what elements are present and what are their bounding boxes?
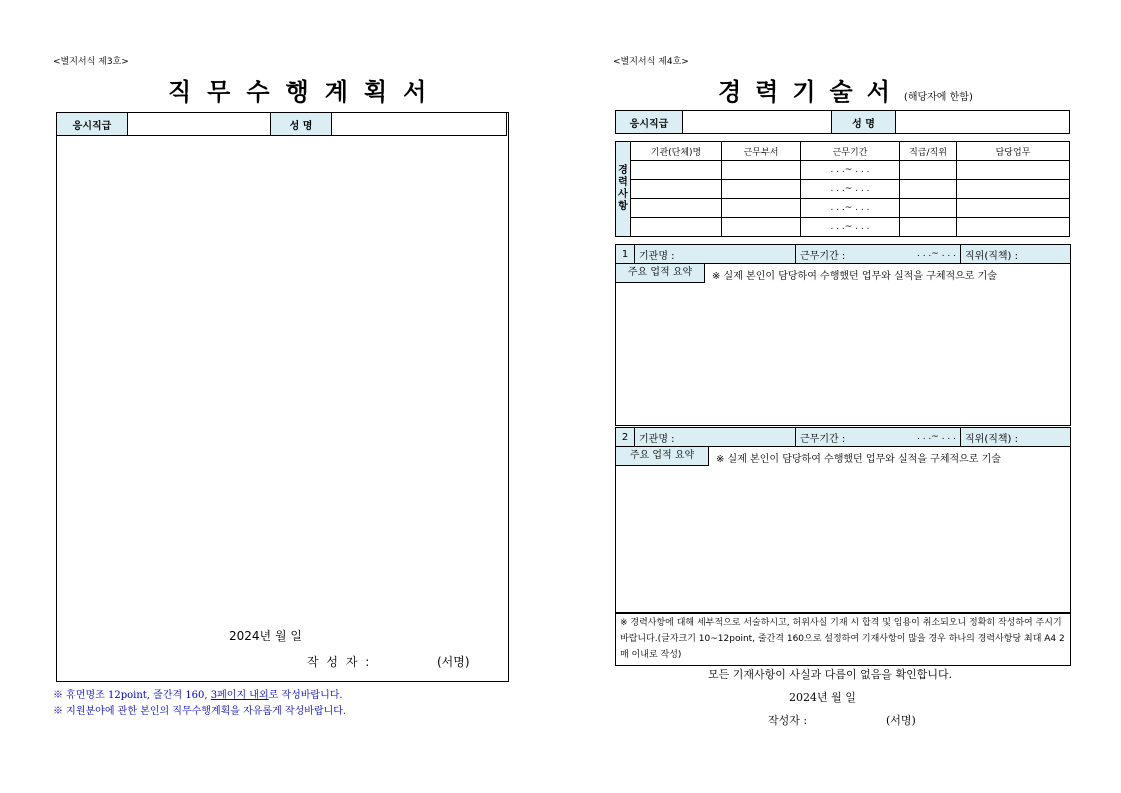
career-entry-2 xyxy=(615,427,1071,614)
right-title-group xyxy=(718,72,973,107)
career-cell-dept[interactable] xyxy=(722,218,801,237)
left-note-1 xyxy=(53,686,343,701)
left-sign: (서명) xyxy=(437,655,470,669)
entry-1-period-label: 근무기간 : xyxy=(796,245,857,264)
right-form-number: <별지서식 제4호> xyxy=(613,57,689,67)
entry-2-summary-label: 주요 업적 요약 xyxy=(615,446,709,466)
career-row xyxy=(616,199,1070,218)
career-side-label xyxy=(616,142,631,237)
career-cell-period[interactable]: . . .~ . . . xyxy=(801,180,900,199)
right-page-title: 경력기술서 xyxy=(718,78,904,106)
career-cell-org[interactable] xyxy=(631,199,722,218)
career-cell-rank[interactable] xyxy=(900,218,957,237)
career-row xyxy=(616,180,1070,199)
right-sign: (서명) xyxy=(886,714,916,727)
career-col-rank: 직급/직위 xyxy=(900,142,957,161)
entry-1-number: 1 xyxy=(616,245,635,264)
entry-2-role-label: 직위(직책) : xyxy=(961,428,1071,447)
career-cell-org[interactable] xyxy=(631,218,722,237)
career-cell-rank[interactable] xyxy=(900,199,957,218)
career-cell-dept[interactable] xyxy=(722,199,801,218)
right-position-label: 응시직급 xyxy=(616,111,683,134)
entry-1-org-label: 기관명 : xyxy=(635,245,796,264)
career-col-org: 기관(단체)명 xyxy=(631,142,722,161)
career-col-dept: 근무부서 xyxy=(722,142,801,161)
left-note-1b: 로 작성바랍니다. xyxy=(268,690,343,701)
left-form-box xyxy=(56,112,509,682)
career-cell-org[interactable] xyxy=(631,161,722,180)
career-cell-org[interactable] xyxy=(631,180,722,199)
entry-1-summary-note: ※ 실제 본인이 담당하여 수행했던 업무와 실적을 구체적으로 기술 xyxy=(712,271,997,282)
entry-1-period-value[interactable]: . . .~ . . . xyxy=(856,245,961,264)
career-cell-period[interactable]: . . .~ . . . xyxy=(801,218,900,237)
left-name-label: 성 명 xyxy=(271,113,332,136)
career-cell-duty[interactable] xyxy=(957,180,1070,199)
entry-2-org-label: 기관명 : xyxy=(635,428,796,447)
career-col-duty: 담당업무 xyxy=(957,142,1070,161)
right-header-table xyxy=(615,110,1070,134)
career-side-text: 경력사항 xyxy=(618,165,628,212)
right-date: 2024년 월 일 xyxy=(789,691,856,704)
right-position-field[interactable] xyxy=(683,111,832,134)
left-date: 2024년 월 일 xyxy=(229,629,302,643)
right-name-label: 성 명 xyxy=(832,111,896,134)
entry-1-role-label: 직위(직책) : xyxy=(961,245,1071,264)
career-table xyxy=(615,141,1070,237)
entry-1-summary-label: 주요 업적 요약 xyxy=(615,263,705,283)
right-name-field[interactable] xyxy=(896,111,1070,134)
career-cell-duty[interactable] xyxy=(957,218,1070,237)
career-cell-dept[interactable] xyxy=(722,161,801,180)
right-footnote: ※ 경력사항에 대해 세부적으로 서술하시고, 허위사실 기재 시 합격 및 임용이 취소되오니 정확히 작성하여 주시기 바랍니다.(글자크기 10~12point, 줄간격 160으로 설정하여 기재사항이 많을 경우 하나의 경력사항당 최대 A4 2매 이내로 작성) xyxy=(615,612,1071,666)
right-writer: 작성자 : xyxy=(768,714,808,727)
career-cell-duty[interactable] xyxy=(957,199,1070,218)
left-note-1a: ※ 휴먼명조 12point, 줄간격 160, xyxy=(53,690,211,701)
entry-2-number: 2 xyxy=(616,428,635,447)
entry-2-summary-note: ※ 실제 본인이 담당하여 수행했던 업무와 실적을 구체적으로 기술 xyxy=(716,454,1001,465)
right-confirm: 모든 기재사항이 사실과 다름이 없음을 확인합니다. xyxy=(708,668,953,681)
career-row xyxy=(616,161,1070,180)
left-name-field[interactable] xyxy=(332,113,507,136)
left-note-1u: 3페이지 내외 xyxy=(210,690,269,701)
career-cell-period[interactable]: . . .~ . . . xyxy=(801,199,900,218)
career-cell-duty[interactable] xyxy=(957,161,1070,180)
left-form-number: <별지서식 제3호> xyxy=(53,57,129,67)
career-row xyxy=(616,218,1070,237)
left-position-field[interactable] xyxy=(128,113,271,136)
career-cell-dept[interactable] xyxy=(722,180,801,199)
left-position-label: 응시직급 xyxy=(57,113,128,136)
career-cell-rank[interactable] xyxy=(900,180,957,199)
entry-2-period-label: 근무기간 : xyxy=(796,428,857,447)
left-writer: 작 성 자 : xyxy=(307,655,372,669)
left-note-2: ※ 지원분야에 관한 본인의 직무수행계획을 자유롭게 작성바랍니다. xyxy=(53,706,347,717)
career-cell-period[interactable]: . . .~ . . . xyxy=(801,161,900,180)
career-entry-1 xyxy=(615,244,1071,426)
left-page-title: 직무수행계획서 xyxy=(168,78,443,106)
entry-2-period-value[interactable]: . . .~ . . . xyxy=(856,428,961,447)
career-col-period: 근무기간 xyxy=(801,142,900,161)
career-cell-rank[interactable] xyxy=(900,161,957,180)
right-title-sub: (해당자에 한함) xyxy=(903,92,973,103)
